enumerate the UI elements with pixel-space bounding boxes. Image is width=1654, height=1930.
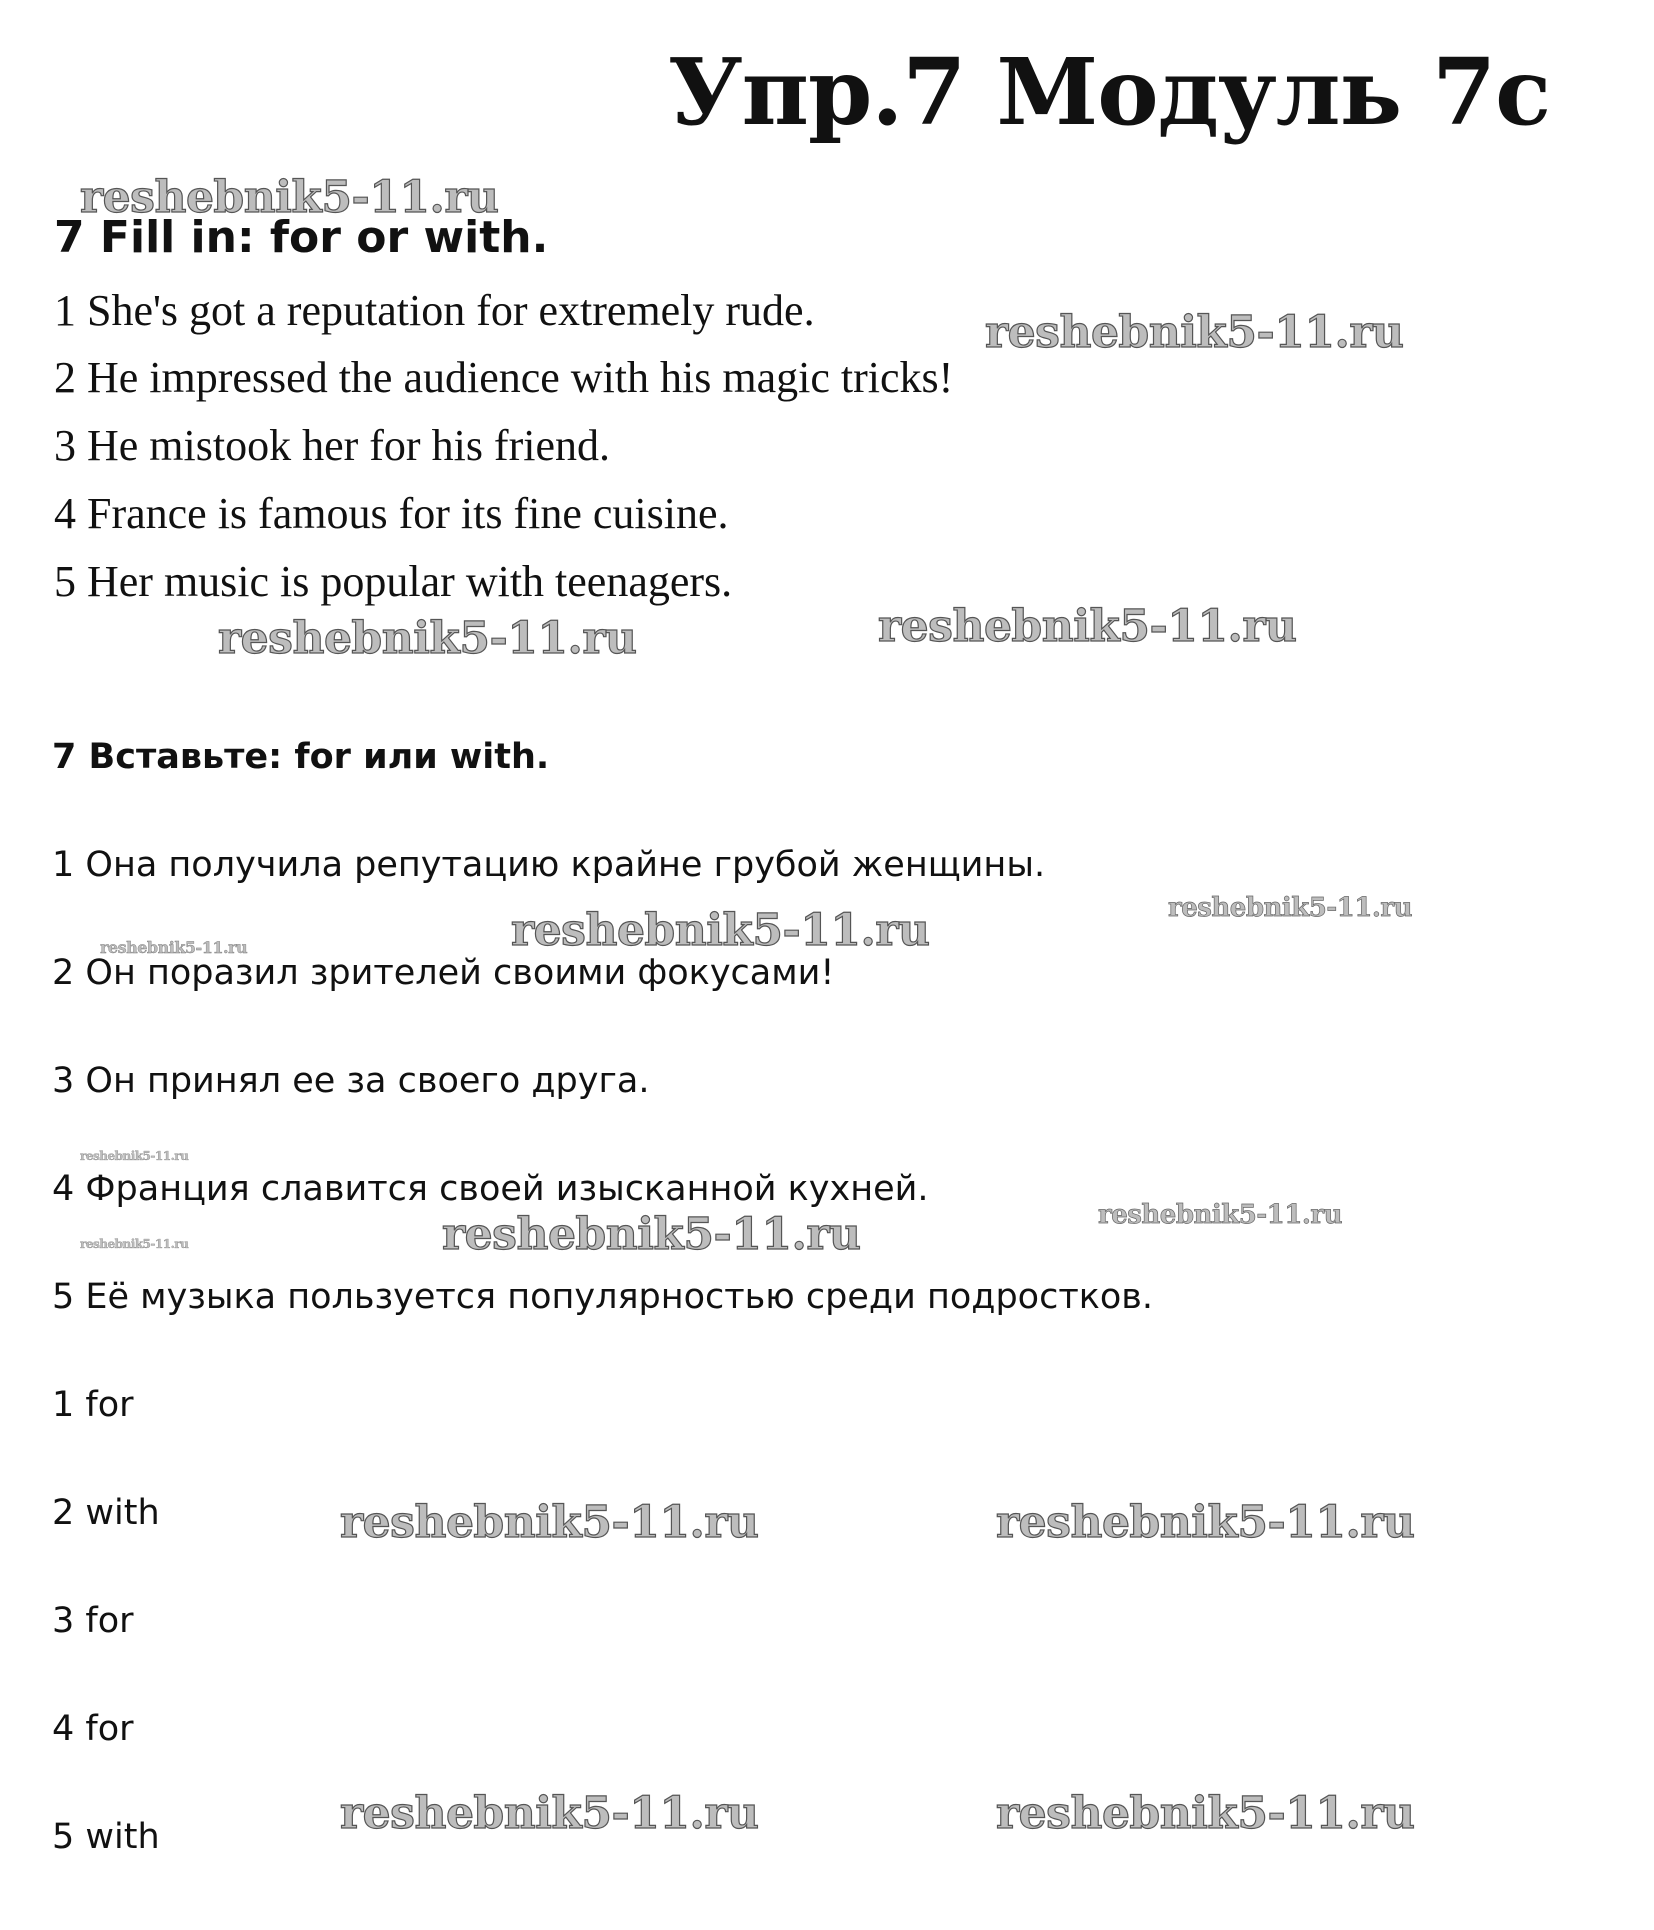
english-item-4: 4 France is famous for its fine cuisine. (54, 489, 729, 538)
english-item-3: 3 He mistook her for his friend. (54, 421, 610, 470)
russian-heading: 7 Вставьте: for или with. (52, 737, 550, 777)
watermark: reshebnik5-11.ru (218, 613, 637, 664)
watermark: reshebnik5-11.ru (80, 1237, 189, 1251)
russian-item-2: 2 Он поразил зрителей своими фокусами! (52, 953, 835, 993)
english-item-1: 1 She's got a reputation for extremely rude. (54, 286, 815, 335)
russian-item-1: 1 Она получила репутацию крайне грубой женщины. (52, 845, 1046, 885)
page-title: Упр.7 Модуль 7с (668, 38, 1551, 146)
answer-1: 1 for (52, 1385, 134, 1425)
watermark: reshebnik5-11.ru (80, 1149, 189, 1163)
answer-4: 4 for (52, 1709, 134, 1749)
english-item-2: 2 He impressed the audience with his magic tricks! (54, 353, 954, 402)
watermark: reshebnik5-11.ru (340, 1788, 759, 1839)
watermark: reshebnik5-11.ru (996, 1788, 1415, 1839)
watermark: reshebnik5-11.ru (1168, 893, 1413, 923)
answer-3: 3 for (52, 1601, 134, 1641)
english-heading: 7 Fill in: for or with. (54, 212, 549, 263)
watermark: reshebnik5-11.ru (1098, 1200, 1343, 1230)
russian-item-3: 3 Он принял ее за своего друга. (52, 1061, 650, 1101)
watermark: reshebnik5-11.ru (80, 172, 499, 223)
watermark: reshebnik5-11.ru (878, 601, 1297, 652)
answer-2: 2 with (52, 1493, 160, 1533)
watermark: reshebnik5-11.ru (996, 1497, 1415, 1548)
watermark: reshebnik5-11.ru (100, 938, 248, 957)
russian-item-5: 5 Её музыка пользуется популярностью среди подростков. (52, 1277, 1154, 1317)
watermark: reshebnik5-11.ru (442, 1209, 861, 1260)
watermark: reshebnik5-11.ru (511, 905, 930, 956)
english-item-5: 5 Her music is popular with teenagers. (54, 557, 733, 606)
watermark: reshebnik5-11.ru (340, 1497, 759, 1548)
russian-item-4: 4 Франция славится своей изысканной кухней. (52, 1169, 929, 1209)
watermark: reshebnik5-11.ru (985, 307, 1404, 358)
answer-5: 5 with (52, 1817, 160, 1857)
